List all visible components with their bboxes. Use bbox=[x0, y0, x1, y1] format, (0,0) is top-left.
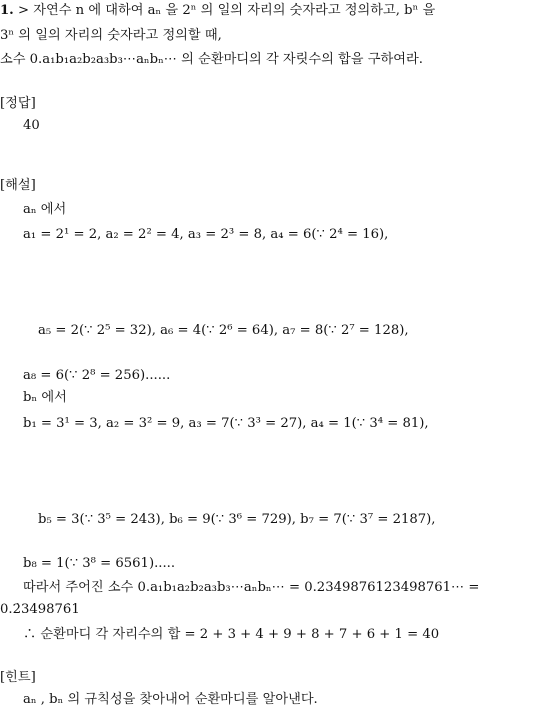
solution-line: a₁ = 2¹ = 2, a₂ = 2² = 4, a₃ = 2³ = 8, a₄ = 6(∵ 2⁴ = 16), bbox=[23, 227, 389, 242]
hint-header: [힌트] bbox=[0, 670, 36, 685]
problem-text-1: > 자연수 n 에 대하여 aₙ 을 2ⁿ 의 일의 자리의 숫자라고 정의하고, bⁿ 을 bbox=[17, 3, 436, 18]
repeating-decimal: 0.2̇349876̇1 bbox=[0, 602, 80, 617]
solution-line: bₙ 에서 bbox=[23, 390, 67, 405]
answer-header: [정답] bbox=[0, 96, 36, 111]
solution-header: [해설] bbox=[0, 178, 36, 193]
solution-line: b₈ = 1(∵ 3⁸ = 6561)..... bbox=[23, 556, 176, 571]
solution-line: a₅ = 2(∵ 2⁵ = 32), a₆ = 4(∵ 2⁶ = 64), a₇ = 8(∵ 2⁷ = 128), bbox=[38, 323, 409, 338]
solution-line: b₅ = 3(∵ 3⁵ = 243), b₆ = 9(∵ 3⁶ = 729), b₇ = 7(∵ 3⁷ = 2187), bbox=[38, 512, 436, 527]
answer-value: 40 bbox=[23, 118, 40, 133]
problem-number: 1. bbox=[0, 3, 14, 18]
problem-line-1 bbox=[0, 3, 435, 19]
hint-text: aₙ , bₙ 의 규칙성을 찾아내어 순환마디를 알아낸다. bbox=[23, 692, 318, 707]
solution-line: a₈ = 6(∵ 2⁸ = 256)...... bbox=[23, 368, 171, 383]
problem-line-2: 3ⁿ 의 일의 자리의 숫자라고 정의할 때, bbox=[0, 28, 222, 43]
problem-line-3: 소수 0.a₁b₁a₂b₂a₃b₃⋯aₙbₙ⋯ 의 순환마디의 각 자릿수의 합을 구하여라. bbox=[0, 52, 423, 67]
solution-line: b₁ = 3¹ = 3, a₂ = 3² = 9, a₃ = 7(∵ 3³ = 27), a₄ = 1(∵ 3⁴ = 81), bbox=[23, 416, 429, 431]
solution-line: 따라서 주어진 소수 0.a₁b₁a₂b₂a₃b₃⋯aₙbₙ⋯ = 0.2349876123498761⋯ = bbox=[23, 580, 480, 595]
solution-line: aₙ 에서 bbox=[23, 202, 67, 217]
solution-line: ∴ 순환마디 각 자리수의 합 = 2 + 3 + 4 + 9 + 8 + 7 + 6 + 1 = 40 bbox=[23, 627, 440, 642]
